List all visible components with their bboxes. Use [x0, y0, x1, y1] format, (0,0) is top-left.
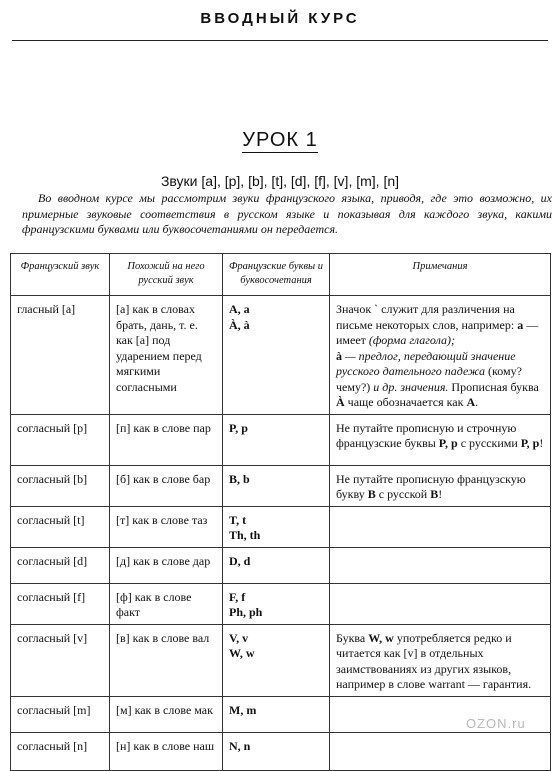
- cell-similar: [б] как в слове бар: [110, 465, 223, 506]
- cell-letters: [223, 465, 330, 506]
- note-bold: В: [430, 487, 439, 501]
- letters-line: F, f: [229, 589, 246, 604]
- cell-notes: [330, 506, 551, 547]
- note-italic: и др. значения.: [373, 379, 449, 394]
- cell-letters: [223, 732, 330, 770]
- note-bold: Р, р: [520, 436, 540, 450]
- cell-notes: [330, 583, 551, 624]
- cell-similar: [т] как в слове таз: [110, 506, 223, 547]
- cell-sound: согласный [f]: [11, 583, 110, 624]
- lesson-title: [0, 129, 560, 152]
- letters-line: M, m: [229, 702, 257, 717]
- note-text: употребляется редко и читается как [v] в отдельных заимствованиях из других языков, например в слове warrant — гарантия.: [336, 630, 532, 691]
- cell-similar: [а] как в словах брать, дань, т. е. как [а] под ударением перед мягкими согласными: [110, 296, 223, 415]
- cell-notes: [330, 465, 551, 506]
- letters-line: D, d: [229, 553, 251, 568]
- cell-sound: согласный [t]: [11, 506, 110, 547]
- sounds-table: [10, 253, 551, 771]
- cell-similar: [ф] как в слове факт: [110, 583, 223, 624]
- table-row: [11, 465, 551, 506]
- cell-similar: [м] как в слове мак: [110, 696, 223, 732]
- cell-sound: согласный [d]: [11, 547, 110, 583]
- note-text: чаще обозначается как: [344, 395, 467, 409]
- cell-notes: [330, 732, 551, 770]
- letters-line: Ph, ph: [229, 605, 263, 619]
- cell-notes: [330, 296, 551, 415]
- cell-similar: [н] как в слове наш: [110, 732, 223, 770]
- note-text: Прописная буква: [448, 379, 539, 394]
- cell-letters: [223, 583, 330, 624]
- note-bold: à: [336, 348, 342, 363]
- letters-line: Th, th: [229, 528, 261, 542]
- watermark: OZON.ru: [466, 716, 526, 731]
- cell-letters: [223, 296, 330, 415]
- cell-letters: [223, 696, 330, 732]
- note-bold: a: [517, 317, 524, 332]
- cell-similar: [д] как в слове дар: [110, 547, 223, 583]
- cell-sound: согласный [n]: [11, 732, 110, 770]
- running-header: ВВОДНЫЙ КУРС: [200, 10, 360, 27]
- table-row: [11, 296, 551, 415]
- letters-line: T, t: [229, 512, 247, 527]
- cell-sound: согласный [m]: [11, 696, 110, 732]
- note-text: !: [438, 487, 443, 501]
- note-text: Не путайте прописную и строчную французские буквы: [336, 420, 517, 450]
- table-row: [11, 732, 551, 770]
- cell-similar: [в] как в слове вал: [110, 624, 223, 696]
- note-bold: À: [336, 395, 345, 409]
- header-letters: Французские буквы и буквосочетания: [223, 254, 330, 296]
- table-row: [11, 506, 551, 547]
- cell-notes: [330, 624, 551, 696]
- intro-paragraph: Во вводном курсе мы рассмотрим звуки французского языка, приводя, где это возможно, их примерные звуковые соответствия в русском языке и показывая для каждого звука, какими французскими буквами или буквосочетаниями он передается.: [22, 191, 552, 236]
- note-text: Буква: [336, 630, 369, 645]
- cell-similar: [п] как в слове пар: [110, 414, 223, 465]
- note-text: .: [475, 395, 479, 409]
- table-row: [11, 624, 551, 696]
- letters-line: W, w: [229, 646, 255, 660]
- cell-notes: [330, 414, 551, 465]
- note-italic: (форма глагола);: [368, 333, 455, 347]
- cell-letters: [223, 506, 330, 547]
- table-row: [11, 414, 551, 465]
- header-rule: [12, 40, 548, 41]
- cell-letters: [223, 547, 330, 583]
- note-text: (кому? чему?): [336, 364, 522, 394]
- table-row: [11, 583, 551, 624]
- note-italic: — предлог, передающий значение русского дательного падежа: [336, 348, 516, 378]
- cell-sound: согласный [v]: [11, 624, 110, 696]
- header-sound: Французский звук: [11, 254, 110, 296]
- note-bold: A: [466, 395, 476, 409]
- cell-sound: согласный [b]: [11, 465, 110, 506]
- note-text: — имеет: [336, 317, 539, 347]
- letters-line: À, à: [229, 317, 250, 332]
- cell-letters: [223, 414, 330, 465]
- note-text: Не путайте прописную французскую букву: [336, 471, 526, 501]
- header-similar: Похожий на него русский звук: [110, 254, 223, 296]
- letters-line: P, p: [229, 420, 248, 435]
- note-text: с русскими: [457, 436, 521, 450]
- note-bold: W, w: [368, 630, 394, 645]
- table-header-row: [11, 254, 551, 296]
- note-text: Значок ` служит для различения на письме некоторых слов, например:: [336, 302, 518, 332]
- table-row: [11, 547, 551, 583]
- cell-letters: [223, 624, 330, 696]
- note-bold: P, p: [438, 436, 458, 450]
- cell-sound: согласный [p]: [11, 414, 110, 465]
- note-text: с русской: [375, 487, 431, 501]
- cell-sound: гласный [a]: [11, 296, 110, 415]
- letters-line: B, b: [229, 471, 250, 486]
- note-bold: B: [367, 487, 376, 501]
- letters-line: N, n: [229, 738, 251, 753]
- lesson-subtitle: Звуки [a], [p], [b], [t], [d], [f], [v], [m], [n]: [160, 173, 400, 189]
- lesson-title-text: УРОК 1: [242, 129, 318, 151]
- letters-line: V, v: [229, 630, 249, 645]
- letters-line: A, a: [229, 302, 250, 316]
- cell-notes: [330, 547, 551, 583]
- header-notes: Примечания: [330, 254, 551, 296]
- note-text: !: [539, 436, 544, 450]
